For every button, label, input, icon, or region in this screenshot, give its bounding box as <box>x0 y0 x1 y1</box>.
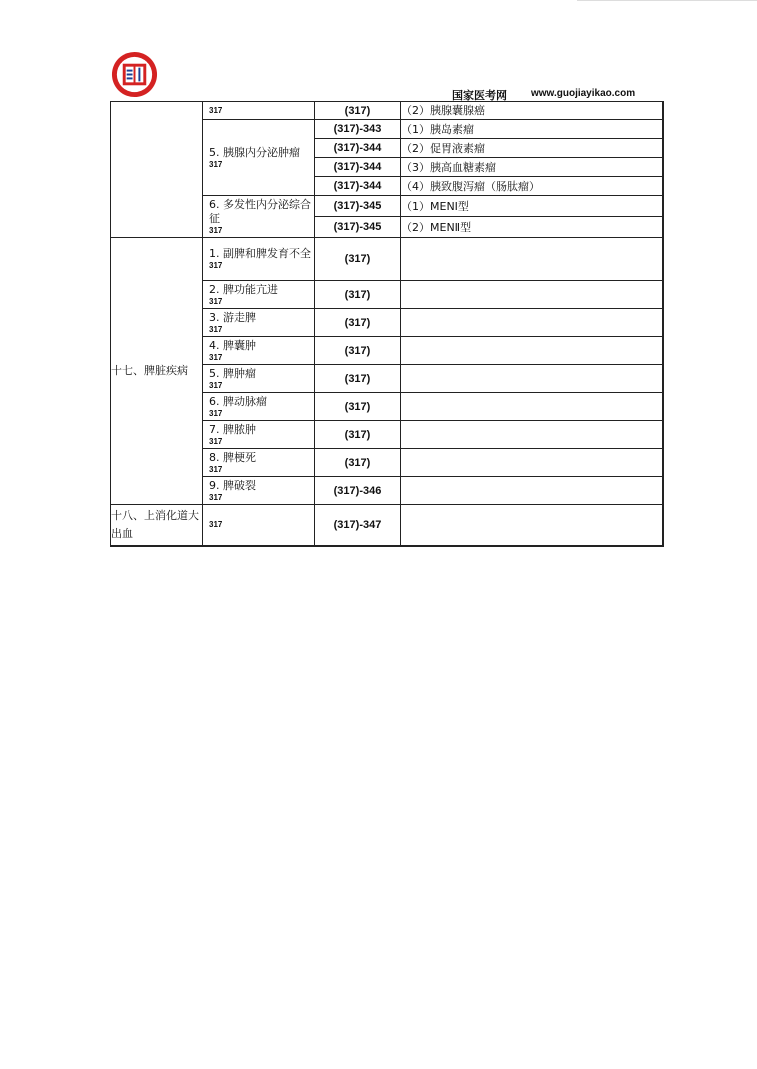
item-code: 317 <box>209 380 223 390</box>
chapter-cell-continued <box>111 102 203 238</box>
item-code: 317 <box>209 464 223 474</box>
sub-item: （3）胰高血糖素瘤 <box>401 158 663 177</box>
page-ref: (317) <box>315 238 401 281</box>
item-name: 5. 脾肿瘤 <box>209 366 256 380</box>
item-name: 6. 脾动脉瘤 <box>209 394 267 408</box>
page-ref: (317)-343 <box>315 120 401 139</box>
sub-item <box>401 365 663 393</box>
sub-item: （1）胰岛素瘤 <box>401 120 663 139</box>
item-name: 2. 脾功能亢进 <box>209 282 278 296</box>
item-name: 9. 脾破裂 <box>209 478 256 492</box>
sub-item: （2）MENⅡ型 <box>401 217 663 238</box>
page-ref: (317) <box>315 365 401 393</box>
item-cell <box>203 309 315 337</box>
sub-item <box>401 505 663 546</box>
item-code: 317 <box>209 408 223 418</box>
sub-item <box>401 309 663 337</box>
item-cell <box>203 196 315 238</box>
top-rule <box>577 0 757 1</box>
page-ref: (317)-345 <box>315 196 401 217</box>
item-name: 4. 脾囊肿 <box>209 338 256 352</box>
table-row <box>111 505 663 546</box>
page-ref: (317) <box>315 102 401 120</box>
item-code: 317 <box>209 296 223 306</box>
sub-item <box>401 238 663 281</box>
sub-item <box>401 421 663 449</box>
chapter-title: 十八、上消化道大出血 <box>111 505 203 546</box>
item-cell <box>203 505 315 546</box>
chapter-title: 十七、脾脏疾病 <box>111 238 203 505</box>
sub-item <box>401 337 663 365</box>
item-cell <box>203 102 315 120</box>
item-name: 8. 脾梗死 <box>209 450 256 464</box>
table-row <box>111 238 663 281</box>
item-name: 5. 胰腺内分泌肿瘤 <box>209 145 300 159</box>
sub-item: （2）胰腺囊腺癌 <box>401 102 663 120</box>
item-name: 1. 副脾和脾发育不全 <box>209 247 311 260</box>
page-ref: (317)-346 <box>315 477 401 505</box>
item-code: 317 <box>209 492 223 502</box>
item-cell <box>203 393 315 421</box>
item-code: 317 <box>209 519 223 529</box>
page-ref: (317) <box>315 337 401 365</box>
sub-item <box>401 449 663 477</box>
item-cell <box>203 421 315 449</box>
sub-item: （4）胰致腹泻瘤（肠肽瘤） <box>401 177 663 196</box>
page-ref: (317)-344 <box>315 139 401 158</box>
sub-item <box>401 393 663 421</box>
item-name: 3. 游走脾 <box>209 310 256 324</box>
table-row <box>111 102 663 120</box>
sub-item <box>401 281 663 309</box>
item-code: 317 <box>209 261 223 270</box>
item-name: 7. 脾脓肿 <box>209 422 256 436</box>
page-ref: (317) <box>315 393 401 421</box>
page-ref: (317)-344 <box>315 158 401 177</box>
page-ref: (317) <box>315 309 401 337</box>
page-ref: (317) <box>315 421 401 449</box>
page-ref: (317)-347 <box>315 505 401 546</box>
page-ref: (317) <box>315 281 401 309</box>
sub-item: （2）促胃液素瘤 <box>401 139 663 158</box>
item-code: 317 <box>209 105 223 115</box>
syllabus-table <box>110 101 664 547</box>
item-cell <box>203 337 315 365</box>
item-code: 317 <box>209 225 223 235</box>
site-url: www.guojiayikao.com <box>531 88 636 99</box>
item-cell <box>203 449 315 477</box>
item-cell <box>203 281 315 309</box>
item-cell <box>203 365 315 393</box>
item-code: 317 <box>209 436 223 446</box>
page-ref: (317)-344 <box>315 177 401 196</box>
item-code: 317 <box>209 352 223 362</box>
item-cell <box>203 238 315 281</box>
page-ref: (317)-345 <box>315 217 401 238</box>
item-cell <box>203 477 315 505</box>
page-ref: (317) <box>315 449 401 477</box>
logo-emblem <box>110 50 159 99</box>
site-name: 国家医考网 <box>452 89 507 102</box>
item-code: 317 <box>209 159 223 169</box>
item-name: 6. 多发性内分泌综合征 <box>209 197 311 225</box>
sub-item: （1）MENⅠ型 <box>401 196 663 217</box>
item-cell <box>203 120 315 196</box>
sub-item <box>401 477 663 505</box>
item-code: 317 <box>209 324 223 334</box>
